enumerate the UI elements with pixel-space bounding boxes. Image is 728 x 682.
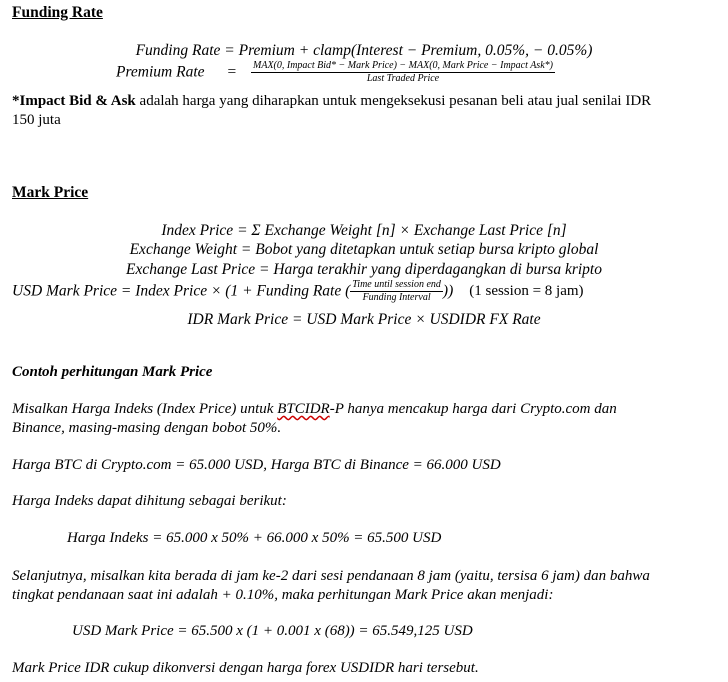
funding-rate-formula: Funding Rate = Premium + clamp(Interest − Premium, 0.05%, − 0.05%): [135, 42, 593, 59]
impact-note-line1: [12, 93, 651, 110]
premium-rate-fraction: [251, 60, 555, 85]
premium-rate-formula: [116, 60, 555, 90]
mark-price-heading: Mark Price: [12, 184, 89, 201]
mark-price-calculation: USD Mark Price = 65.500 x (1 + 0.001 x (68)) = 65.549,125 USD: [72, 623, 473, 639]
exchange-last-price-formula: Exchange Last Price = Harga terakhir yang diperdagangkan di bursa kripto: [126, 261, 602, 278]
example-paragraph-3: Harga Indeks dapat dihitung sebagai berikut:: [12, 493, 287, 509]
funding-rate-heading: Funding Rate: [12, 4, 103, 21]
example-heading: Contoh perhitungan Mark Price: [12, 364, 213, 380]
impact-note-bold: *Impact Bid & Ask: [12, 93, 136, 109]
session-numerator: Time until session end: [352, 279, 441, 290]
ticker-btcidr: BTCIDR: [277, 401, 330, 417]
example-paragraph-5-line1: Selanjutnya, misalkan kita berada di jam ke-2 dari sesi pendanaan 8 jam (yaitu, tersisa 6 jam) dan bahwa: [12, 568, 650, 584]
exchange-weight-formula: Exchange Weight = Bobot yang ditetapkan untuk setiap bursa kripto global: [129, 241, 599, 258]
example-paragraph-1-line1: [12, 401, 617, 418]
premium-rate-denominator: Last Traded Price: [366, 73, 440, 84]
example-p1-text-b: -P hanya mencakup harga dari Crypto.com dan: [329, 401, 617, 417]
usd-mark-price-prefix: USD Mark Price = Index Price × (1 + Funding Rate (: [12, 282, 351, 300]
example-p1-text-a: Misalkan Harga Indeks (Index Price) untuk: [12, 401, 278, 417]
premium-rate-label: Premium Rate: [116, 63, 205, 81]
usd-mark-price-suffix: )): [442, 282, 454, 300]
example-paragraph-2: Harga BTC di Crypto.com = 65.000 USD, Harga BTC di Binance = 66.000 USD: [12, 457, 501, 473]
index-calculation: Harga Indeks = 65.000 x 50% + 66.000 x 50% = 65.500 USD: [67, 530, 442, 546]
session-note: (1 session = 8 jam): [469, 283, 584, 299]
session-fraction: [350, 279, 443, 304]
example-paragraph-5-line2: tingkat pendanaan saat ini adalah + 0.10%, maka perhitungan Mark Price akan menjadi:: [12, 587, 554, 603]
usd-mark-price-formula: [12, 279, 584, 311]
impact-note-line2: 150 juta: [12, 112, 61, 128]
idr-mark-price-formula: IDR Mark Price = USD Mark Price × USDIDR FX Rate: [187, 311, 541, 328]
premium-rate-numerator: MAX(0, Impact Bid* − Mark Price) − MAX(0, Mark Price − Impact Ask*): [253, 60, 553, 71]
session-denominator: Funding Interval: [362, 292, 431, 303]
index-price-formula: Index Price = Σ Exchange Weight [n] × Exchange Last Price [n]: [161, 222, 567, 239]
example-paragraph-7: Mark Price IDR cukup dikonversi dengan harga forex USDIDR hari tersebut.: [12, 660, 479, 676]
premium-rate-equals: =: [226, 63, 237, 81]
impact-note-text: adalah harga yang diharapkan untuk mengeksekusi pesanan beli atau jual senilai IDR: [135, 93, 652, 109]
example-paragraph-1-line2: Binance, masing-masing dengan bobot 50%.: [12, 420, 282, 436]
